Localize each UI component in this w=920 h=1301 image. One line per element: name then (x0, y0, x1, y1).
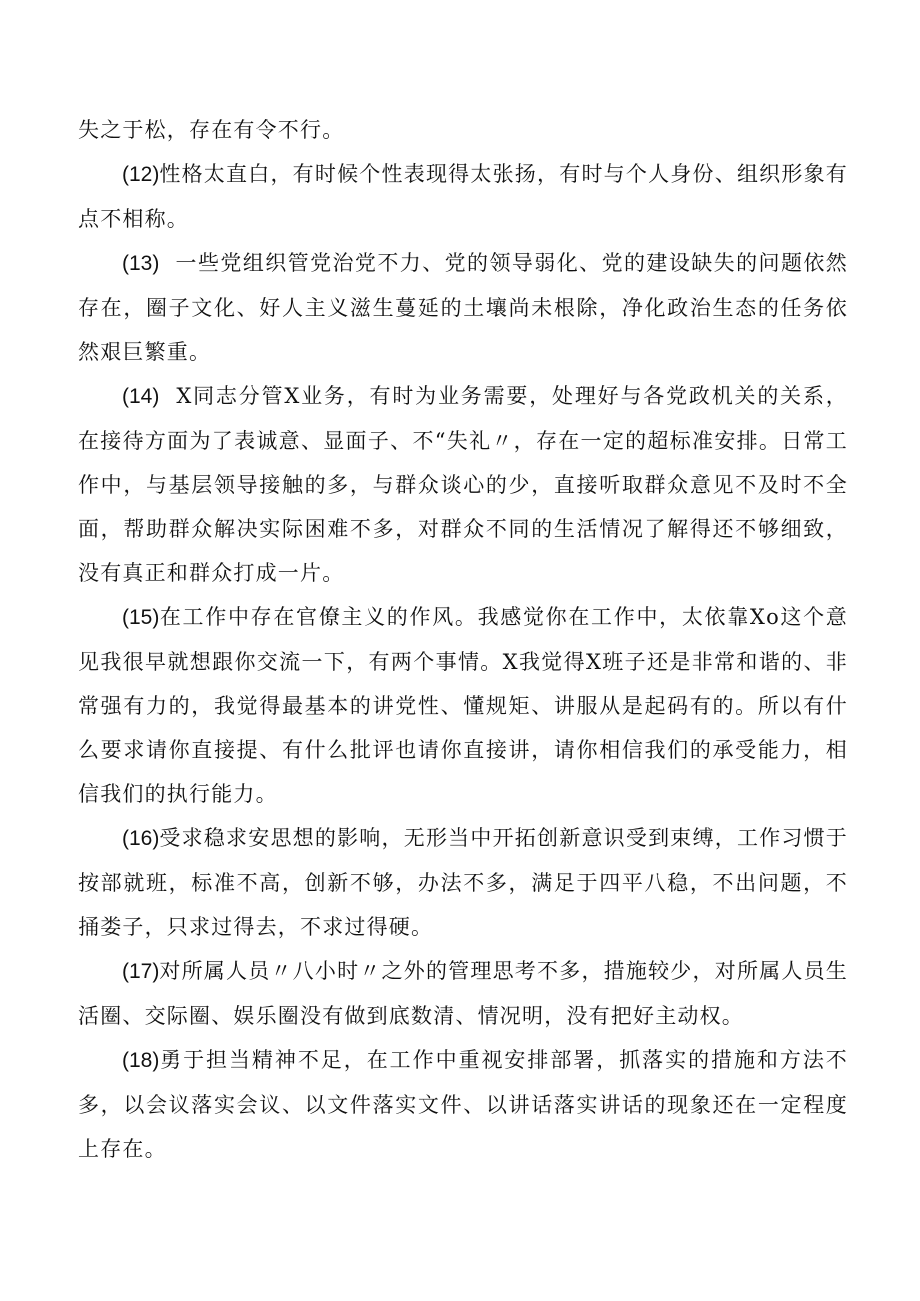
paragraph-12 (78, 152, 848, 241)
paragraph-number: (13) (122, 252, 160, 275)
paragraph-number: (16) (122, 827, 160, 850)
paragraph-text: 性格太直白，有时候个性表现得太张扬，有时与个人身份、组织形象有点不相称。 (78, 162, 848, 231)
paragraph-continuation (78, 108, 848, 152)
paragraph-14 (78, 374, 848, 595)
paragraph-number: (17) (122, 960, 160, 983)
paragraph-16 (78, 816, 848, 949)
paragraph-15 (78, 595, 848, 816)
paragraph-text: 受求稳求安思想的影响，无形当中开拓创新意识受到束缚，工作习惯于按部就班，标准不高，创新不够，办法不多，满足于四平八稳，不出问题，不捅娄子，只求过得去，不求过得硬。 (78, 826, 848, 939)
paragraph-number: (15) (122, 606, 160, 629)
paragraph-text: X同志分管X业务，有时为业务需要，处理好与各党政机关的关系，在接待方面为了表诚意、显面子、不“失礼〃，存在一定的超标准安排。日常工作中，与基层领导接触的多，与群众谈心的少，直接听取群众意见不及时不全面，帮助群众解决实际困难不多，对群众不同的生活情况了解得还不够细致，没有真正和群众打成一片。 (78, 384, 848, 585)
paragraph-13 (78, 241, 848, 374)
paragraph-text: 一些党组织管党治党不力、党的领导弱化、党的建设缺失的问题依然存在，圈子文化、好人主义滋生蔓延的土壤尚未根除，净化政治生态的任务依然艰巨繁重。 (78, 251, 848, 364)
paragraph-number: (18) (122, 1049, 160, 1072)
paragraph-text: 勇于担当精神不足，在工作中重视安排部署，抓落实的措施和方法不多，以会议落实会议、以文件落实文件、以讲话落实讲话的现象还在一定程度上存在。 (78, 1048, 848, 1161)
paragraph-number: (12) (122, 163, 160, 186)
paragraph-text: 失之于松，存在有令不行。 (78, 118, 345, 142)
paragraph-17 (78, 949, 848, 1038)
paragraph-number: (14) (122, 385, 160, 408)
document-body (78, 108, 848, 1171)
paragraph-text: 在工作中存在官僚主义的作风。我感觉你在工作中，太依靠Xo这个意见我很早就想跟你交流一下，有两个事情。X我觉得X班子还是非常和谐的、非常强有力的，我觉得最基本的讲党性、懂规矩、讲服从是起码有的。所以有什么要求请你直接提、有什么批评也请你直接讲，请你相信我们的承受能力，相信我们的执行能力。 (78, 605, 848, 806)
paragraph-text: 对所属人员〃八小时〃之外的管理思考不多，措施较少，对所属人员生活圈、交际圈、娱乐圈没有做到底数清、情况明，没有把好主动权。 (78, 959, 848, 1028)
paragraph-18 (78, 1038, 848, 1171)
